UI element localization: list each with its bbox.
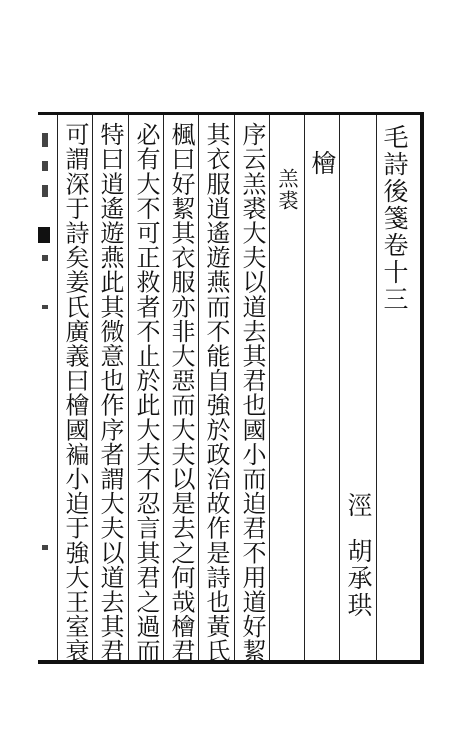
column-rule: [92, 115, 93, 660]
author-prefix: 涇: [344, 492, 373, 519]
column-rule: [163, 115, 164, 660]
author-name: 胡承珙: [344, 538, 373, 619]
text-column-5: 特曰逍遙遊燕此其微意也作序者謂大夫以道去其君: [96, 122, 124, 664]
column-rule: [304, 115, 305, 660]
column-rule: [339, 115, 340, 660]
frame-top-border: [38, 112, 422, 115]
column-rule: [198, 115, 199, 660]
column-rule: [376, 115, 377, 660]
subsection-title: 羔裘: [275, 168, 299, 212]
text-column-4: 必有大不可正救者不止於此大夫不忍言其君之過而: [132, 122, 160, 664]
column-rule: [128, 115, 129, 660]
text-column-6: 可謂深于詩矣姜氏廣義曰檜國褊小迫于強大王室衰: [61, 122, 89, 664]
text-column-3: 楓曰好絜其衣服亦非大惡而大夫以是去之何哉檜君: [167, 122, 195, 664]
frame-right-border: [420, 112, 424, 664]
section-title: 檜: [308, 150, 337, 177]
page-edge-marks: [38, 115, 50, 660]
text-column-1: 序云羔裘大夫以道去其君也國小而迫君不用道好絜: [238, 122, 266, 664]
book-title: 毛詩後箋卷十三: [380, 124, 409, 313]
column-rule: [269, 115, 270, 660]
column-rule: [234, 115, 235, 660]
column-rule: [57, 115, 58, 660]
text-column-2: 其衣服逍遙遊燕而不能自強於政治故作是詩也黃氏: [202, 122, 230, 664]
